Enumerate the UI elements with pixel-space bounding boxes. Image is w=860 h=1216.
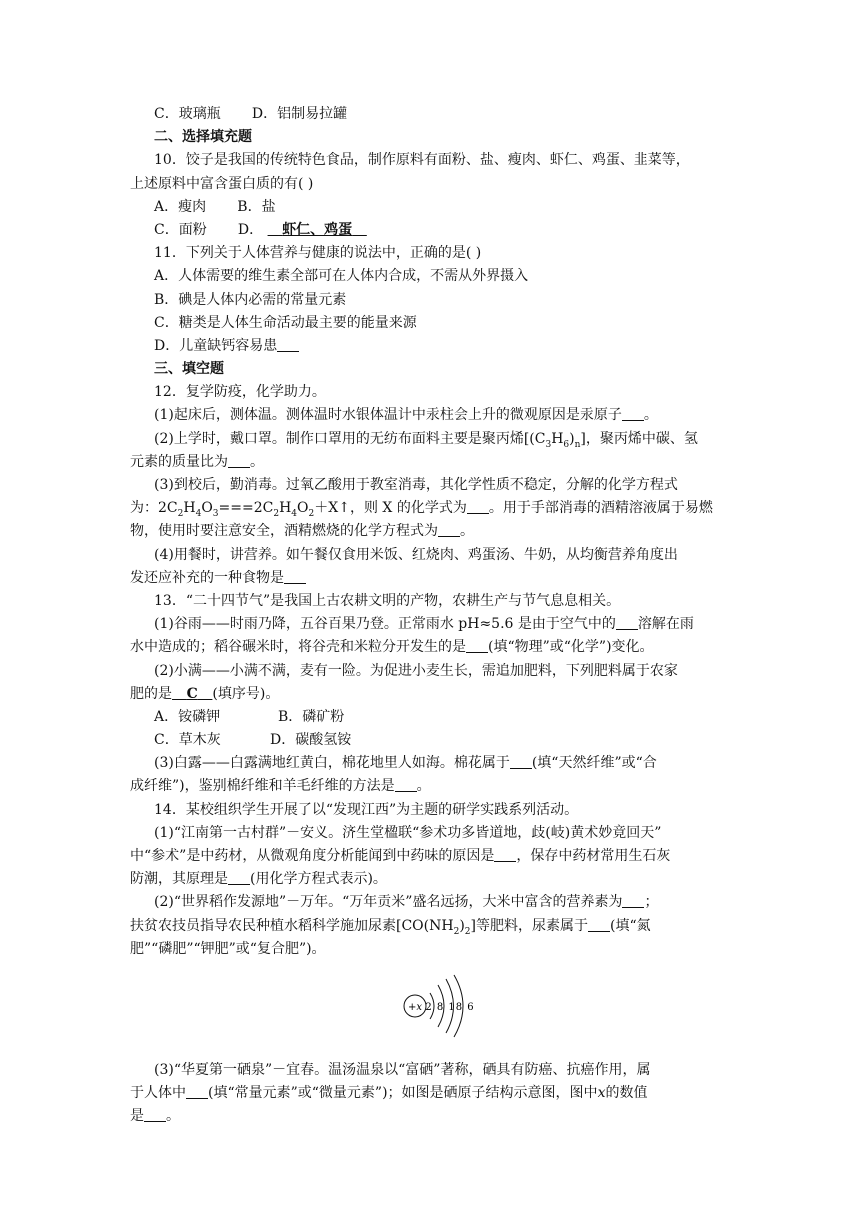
section-3-heading: 三、填空题 [154, 361, 224, 378]
q14-p3-blank-1[interactable] [186, 1084, 208, 1099]
q10-options-ab [130, 196, 740, 219]
q14-part-3b: 于人体中 (填“常量元素”或“微量元素”)；如图是硒原子结构示意图，图中x的数值 [130, 1085, 648, 1102]
q14-part-3a: (3)“华夏第一硒泉”－宜春。温汤温泉以“富硒”著称，硒具有防癌、抗癌作用，属 [154, 1061, 651, 1078]
q13-p3-blank-1[interactable] [510, 754, 532, 769]
q10-option-d: D． [237, 221, 264, 238]
q13-p2-answer: C [186, 685, 198, 702]
q10-answer: 虾仁、鸡蛋 [282, 221, 353, 238]
q12-p3-blank-2[interactable] [438, 522, 460, 537]
q13-options-ab [130, 706, 740, 729]
q13-p3a-suffix: (填“天然纤维”或“合 [531, 755, 657, 772]
q10-options-cd [130, 219, 740, 242]
q13-p3a-text: (3)白露——白露满地红黄白，棉花地里人如海。棉花属于 [154, 755, 510, 772]
q12-p3-blank-1[interactable] [467, 499, 489, 514]
nucleus-label: +x [407, 1001, 423, 1013]
q13-p1a-suffix: 溶解在雨 [637, 616, 694, 633]
q13-p3b-text: 成纤维”)，鉴别棉纤维和羊毛纤维的方法是 [130, 778, 395, 795]
q14-p3-blank-2[interactable] [144, 1107, 166, 1122]
q13-p2b-text: 肥的是 [130, 685, 172, 702]
q12-p3b-suffix: 。用于手部消毒的酒精溶液属于易燃 [488, 500, 713, 517]
q14-part-3c: 是 。 [130, 1108, 180, 1125]
q13-part-1b [130, 636, 740, 659]
q12-p2b-text: 元素的质量比为 [130, 453, 228, 470]
worksheet-page [130, 103, 740, 1129]
q12-part-4a: (4)用餐时，讲营养。如午餐仅食用米饭、红烧肉、鸡蛋汤、牛奶，从均衡营养角度出 [154, 546, 678, 563]
q12-p3b-prefix: 为：2C [130, 500, 178, 517]
atom-structure-svg [402, 971, 482, 1041]
q12-p4b-text: 发还应补充的一种食物是 [130, 569, 284, 586]
q12-part-1: (1)起床后，测体温。测体温时水银体温计中汞柱会上升的微观原因是汞原子 。 [154, 407, 658, 424]
q12-p3c-text: 物，使用时要注意安全，酒精燃烧的化学方程式为 [130, 523, 438, 540]
q14-p1b-suffix: ，保存中药材常用生石灰 [516, 848, 671, 864]
q13-p1a-text: (1)谷雨——时雨乃降，五谷百果乃登。正常雨水 pH≈5.6 是由于空气中的 [154, 616, 616, 633]
q12-part-3c: 物，使用时要注意安全，酒精燃烧的化学方程式为 。 [130, 523, 474, 540]
q11-option-d-text: D．儿童缺钙容易患 [154, 337, 278, 354]
q13-option-c: C．草木灰 [154, 732, 221, 749]
q10-option-c: C．面粉 [154, 221, 207, 238]
q13-part-3a [130, 752, 740, 775]
q13-p1-blank-1[interactable] [616, 615, 638, 630]
q13-options-cd [130, 729, 740, 752]
q12-part-3a: (3)到校后，勤消毒。过氧乙酸用于教室消毒，其化学性质不稳定，分解的化学方程式 [154, 477, 678, 493]
q13-option-d: D．碳酸氢铵 [270, 732, 352, 749]
q14-p2-blank-1[interactable] [622, 893, 644, 908]
q13-part-3b: 成纤维”)，鉴别棉纤维和羊毛纤维的方法是 。 [130, 778, 431, 795]
q12-p1-blank[interactable] [622, 406, 644, 421]
section-2-heading: 二、选择填充题 [154, 129, 252, 146]
q14-p2b-text: 扶贫农技员指导农民种植水稻科学施加尿素[CO(NH [130, 917, 454, 934]
q13-p1b-suffix: (填“物理”或“化学”)变化。 [488, 639, 654, 656]
q12-p3b-mid: ，则 X 的化学式为 [349, 500, 467, 517]
q13-part-1a [130, 613, 740, 636]
q10-stem-2: 上述原料中富含蛋白质的有( ) [130, 175, 314, 192]
q13-part-2a: (2)小满——小满不满，麦有一险。为促进小麦生长，需追加肥料，下列肥料属于农家 [154, 662, 678, 679]
q14-p2-blank-2[interactable] [588, 917, 610, 932]
q12-stem: 12．复学防疫，化学助力。 [154, 384, 326, 401]
q14-part-1c [130, 868, 740, 891]
q10-option-a: A．瘦肉 [154, 198, 207, 215]
q14-p1b-text: 中“参术”是中药材，从微观角度分析能闻到中药味的原因是 [130, 848, 495, 864]
q13-p3-blank-2[interactable] [395, 777, 417, 792]
q13-p1-blank-2[interactable] [466, 638, 488, 653]
q11-d-blank[interactable] [277, 337, 299, 352]
q13-p2b-suffix: (填序号)。 [212, 685, 280, 702]
q13-option-a: A．铵磷钾 [154, 708, 221, 725]
q14-part-1a: (1)“江南第一古村群”－安义。济生堂楹联“参术功多皆道地，歧(岐)黄术妙竟回天” [154, 824, 662, 841]
q14-p2a-text: (2)“世界稻作发源地”－万年。“万年贡米”盛名远扬，大米中富含的营养素为 [154, 894, 623, 911]
q12-p2a-text: (2)上学时，戴口罩。制作口罩用的无纺布面料主要是聚丙烯[(C [154, 430, 546, 447]
q12-part-4b [130, 567, 740, 590]
q12-part-2a: (2)上学时，戴口罩。制作口罩用的无纺布面料主要是聚丙烯$[(C_3H_6)_n]$，聚丙烯中碳、氢 [154, 430, 698, 450]
q12-part-2b: 元素的质量比为 。 [130, 453, 264, 470]
q12-p1-text: (1)起床后，测体温。测体温时水银体温计中汞柱会上升的微观原因是汞原子 [154, 407, 622, 424]
q14-p1-blank-2[interactable] [228, 870, 250, 885]
q14-part-2b: 扶贫农技员指导农民种植水稻科学施加尿素$[CO(NH_2)_2]$等肥料，尿素属于 (填“氮 [130, 917, 651, 937]
q13-part-2b [130, 683, 740, 706]
shell-electron-counts: 2 8 18 6 [425, 1001, 475, 1013]
q14-stem: 14．某校组织学生开展了以“发现江西”为主题的研学实践系列活动。 [154, 801, 579, 818]
q9-option-c: C．玻璃瓶 [154, 106, 221, 122]
q14-p3b-text: 于人体中 [130, 1085, 186, 1102]
q10-stem-1: 10．饺子是我国的传统特色食品，制作原料有面粉、盐、瘦肉、虾仁、鸡蛋、韭菜等， [154, 152, 690, 169]
q12-part-3b: 为：$2C_2H_4O_3===2C_2H_4O_2+X↑$，则 X 的化学式为 。用于手部消毒的酒精溶液属于易燃 [130, 500, 713, 519]
q11-stem: 11．下列关于人体营养与健康的说法中，正确的是( ) [154, 245, 482, 262]
q10-option-b: B．盐 [237, 198, 276, 215]
selenium-atom-diagram [130, 971, 740, 1045]
q11-option-d [130, 335, 740, 358]
q13-p1b-text: 水中造成的；稻谷碾米时，将谷壳和米粒分开发生的是 [130, 639, 466, 656]
q14-p1c-text: 防潮，其原理是 [130, 871, 228, 888]
q14-part-1b [130, 845, 740, 868]
q11-option-b: B．碘是人体内必需的常量元素 [154, 291, 347, 308]
q12-p4-blank[interactable] [284, 569, 306, 584]
q11-option-c: C．糖类是人体生命活动最主要的能量来源 [154, 314, 417, 331]
q14-p1c-suffix: (用化学方程式表示)。 [250, 871, 387, 888]
q14-p1-blank-1[interactable] [494, 847, 516, 862]
q12-p2-blank[interactable] [228, 453, 250, 468]
q9-option-d: D．铝制易拉罐 [251, 106, 348, 122]
q14-part-2a: (2)“世界稻作发源地”－万年。“万年贡米”盛名远扬，大米中富含的营养素为 ； [154, 894, 659, 911]
q13-option-b: B．磷矿粉 [278, 708, 345, 725]
q14-part-2c: 肥”“磷肥”“钾肥”或“复合肥”)。 [130, 940, 326, 957]
variable-x: x [597, 1085, 606, 1102]
q9-options [130, 103, 740, 126]
q13-stem: 13．“二十四节气”是我国上古农耕文明的产物，农耕生产与节气息息相关。 [154, 592, 621, 609]
q11-option-a: A．人体需要的维生素全部可在人体内合成，不需从外界摄入 [154, 268, 529, 285]
